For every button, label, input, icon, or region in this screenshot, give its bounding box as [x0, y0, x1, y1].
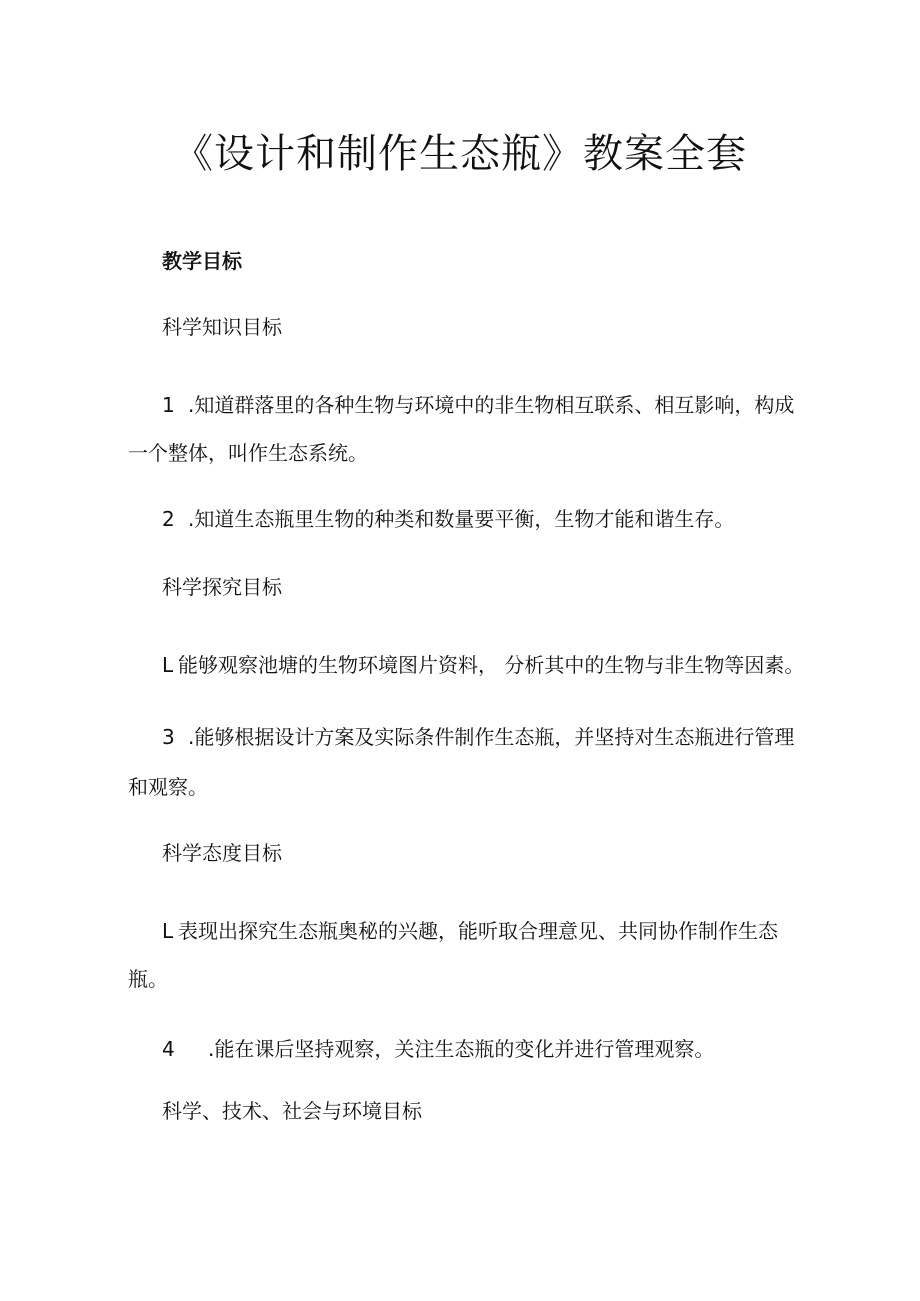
- item-text: 能够观察池塘的生物环境图片资料， 分析其中的生物与非生物等因素。: [178, 653, 805, 677]
- knowledge-goals-heading: 科学知识目标: [162, 315, 282, 339]
- item-text: .知道群落里的各种生物与环境中的非生物相互联系、相互影响，构成: [188, 393, 795, 417]
- item-text: .能够根据设计方案及实际条件制作生态瓶，并坚持对生态瓶进行管理: [188, 725, 795, 749]
- attitude-item-4: [162, 1029, 714, 1069]
- inquiry-goals-heading: 科学探究目标: [162, 575, 282, 599]
- item-text: 表现出探究生态瓶奥秘的兴趣，能听取合理意见、共同协作制作生态: [178, 919, 778, 943]
- item-number: 3: [162, 725, 175, 749]
- knowledge-item-1-line-2: 一个整体，叫作生态系统。: [128, 441, 368, 465]
- knowledge-item-1-line-1: [162, 385, 794, 425]
- item-number: L: [162, 653, 174, 677]
- item-number: 2: [162, 507, 175, 531]
- attitude-item-l-line-1: [162, 911, 778, 951]
- item-number: 1: [162, 393, 175, 417]
- item-text: .知道生态瓶里生物的种类和数量要平衡，生物才能和谐生存。: [188, 507, 735, 531]
- inquiry-item-l: [162, 645, 804, 685]
- item-number: L: [162, 919, 174, 943]
- item-number: 4: [162, 1037, 175, 1061]
- knowledge-item-2: [162, 499, 734, 539]
- section-heading-teaching-goals: 教学目标: [162, 249, 242, 273]
- inquiry-item-3-line-2: 和观察。: [128, 775, 208, 799]
- item-text: .能在课后坚持观察，关注生态瓶的变化并进行管理观察。: [208, 1037, 715, 1061]
- attitude-item-l-line-2: 瓶。: [128, 967, 168, 991]
- sts-goals-heading: 科学、技术、社会与环境目标: [162, 1099, 422, 1123]
- inquiry-item-3-line-1: [162, 717, 794, 757]
- document-title: 《设计和制作生态瓶》教案全套: [173, 131, 747, 177]
- attitude-goals-heading: 科学态度目标: [162, 841, 282, 865]
